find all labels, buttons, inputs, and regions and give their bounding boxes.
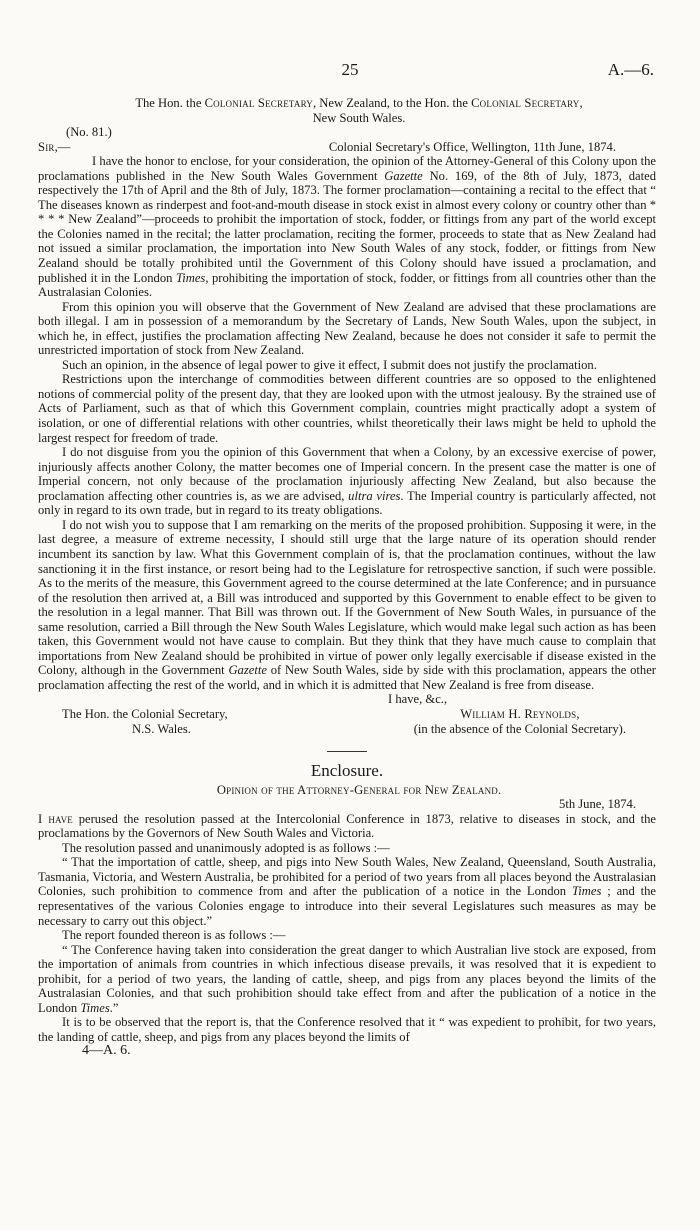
section-divider xyxy=(327,751,367,752)
letter-paragraph-1: I have the honor to enclose, for your consideration, the opinion of the Attorney-General of this Colony upon the proclamations published in the New South Wales Government Gazette No. 169, of the 8th of July, 1873, dated respectively the 17th of April and the 8th of July, 1873. The former proclamation—containing a recital to the effect that “ The diseases known as rinderpest and foot-and-mouth disease in stock exist in almost every colony or country other than * * * * New Zealand”—proceeds to prohibit the importation of stock, fodder, or fittings from any part of the world except the Colonies named in the recital; the latter proclamation, reciting the former, proceeds to state that as New Zealand had not issued a similar proclamation, the importation into New South Wales of any stock, fodder, or fittings from New Zealand should be totally prohibited until the Government of this Colony should have issued a proclamation, and published it in the London Times, prohibiting the importation of stock, fodder, or fittings from all countries other than the Australasian Colonies. xyxy=(38,154,656,300)
enclosure-paragraph-2: The resolution passed and unanimously adopted is as follows :— xyxy=(62,840,390,855)
letter-paragraph-6: I do not wish you to suppose that I am remarking on the merits of the proposed prohibition. Supposing it were, in the last degree, a measure of extreme necessity, I should still urge that the large nature of its operation should render incumbent its sanction by law. What this Government complain of is, that the proclamation continues, without the law sanctioning it in the first instance, or resort being had to the Legislature for retrospective sanction, if such were possible. As to the merits of the measure, this Government agreed to the course determined at the late Conference; and in pursuance of the resolution then arrived at, a Bill was introduced and supported by this Government to enable effect to be given to the resolution in a legal manner. That Bill was thrown out. If the Government of New South Wales, in pursuance of the same resolution, carried a Bill through the New South Wales Legislature, which would make legal such action as has been taken, this Government would not have cause to complain. But they think that they have much cause to complain that importations from New Zealand should be prohibited in virtue of power only legally exercisable if disease existed in the Colony, although in the Government Gazette of New South Wales, side by side with this proclamation, appears the other proclamation affecting the rest of the world, and in which it is admitted that New Zealand is free from disease. xyxy=(38,517,656,692)
letter-paragraph-4: Restrictions upon the interchange of commodities between different countries are so opposed to the enlightened notions of commercial polity of the present day, that they are looked upon with the utmost jealousy. By the strained use of Acts of Parliament, such as that of which this Government complain, countries might practically adopt a system of isolation, or one of differential relations with other countries, whilst theoretically their laws might be held to uphold the largest respect for freedom of trade. xyxy=(38,372,656,445)
salutation-row xyxy=(38,140,656,155)
signature-block xyxy=(38,707,656,736)
enclosure-paragraph-3: “ That the importation of cattle, sheep, and pigs into New South Wales, New Zealand, Queensland, South Australia, Tasmania, Victoria, and Western Australia, be prohibited for a period of two years from all places beyond the Australasian Colonies, such prohibition to commence from and after the publication of a notice in the London Times ; and the representatives of the various Colonies engage to introduce into their several Legislatures such measures as may be necessary to carry out this object.” xyxy=(38,855,657,928)
enclosure-date: 5th June, 1874. xyxy=(559,797,636,812)
letter-address-line-2: New South Wales. xyxy=(312,110,406,125)
letter-address-line-1: The Hon. the Colonial Secretary, New Zealand, to the Hon. the Colonial Secretary, xyxy=(135,96,583,110)
document-body xyxy=(38,96,656,1059)
signer-note: (in the absence of the Colonial Secretary). xyxy=(413,721,626,736)
letter-paragraph-2: From this opinion you will observe that the Government of New Zealand are advised that these proclamations are both illegal. I am in possession of a memorandum by the Secretary of Lands, New South Wales, upon the subject, in which he, in effect, justifies the proclamation affecting New Zealand, because he does not consider it safe to permit the unrestricted importation of stock from New Zealand. xyxy=(38,299,656,358)
page-number: 25 xyxy=(341,60,359,79)
signer-block xyxy=(414,707,656,736)
letter-closing: I have, &c., xyxy=(388,692,448,707)
place-and-date: Colonial Secretary's Office, Wellington, 11th June, 1874. xyxy=(328,139,616,154)
enclosure-subtitle: Opinion of the Attorney-General for New Zealand. xyxy=(216,782,502,797)
letter-paragraph-3: Such an opinion, in the absence of legal power to give it effect, I submit does not justify the proclamation. xyxy=(62,357,597,372)
signature-mark: 4—A. 6. xyxy=(82,1043,131,1059)
letter-paragraph-5: I do not disguise from you the opinion of this Government that when a Colony, by an excessive exercise of power, injuriously affects another Colony, the matter becomes one of Imperial concern. In the present case the matter is one of Imperial concern, not only because of the proclamation injuriously affecting New Zealand, but also because the proclamation affecting other countries is, as we are advised, ultra vires. The Imperial country is particularly affected, not only in regard to its own trade, but in regard to its treaty obligations. xyxy=(38,445,657,518)
letter-number: (No. 81.) xyxy=(66,125,112,140)
addressee-block xyxy=(38,707,228,736)
enclosure-title: Enclosure. xyxy=(310,761,384,781)
salutation: Sir,— xyxy=(38,139,71,154)
enclosure-paragraph-1: I have perused the resolution passed at the Intercolonial Conference in 1873, relative to diseases in stock, and the proclamations by the Governors of New South Wales and Victoria. xyxy=(38,811,656,841)
addressee-line-2: N.S. Wales. xyxy=(132,721,191,736)
enclosure-paragraph-5: “ The Conference having taken into consideration the great danger to which Australian live stock are exposed, from the importation of animals from countries in which infectious disease prevails, it was resolved that it is expedient to prohibit, for a period of two years, the landing of cattle, sheep, and pigs from any places beyond the limits of the Australasian Colonies, and that such prohibition should take effect from and after the publication of a notice in the London Times.” xyxy=(38,942,656,1015)
signer-name: William H. Reynolds, xyxy=(460,706,580,721)
document-reference: A.—6. xyxy=(607,60,654,79)
enclosure-paragraph-4: The report founded thereon is as follows :— xyxy=(62,928,286,943)
enclosure-paragraph-6: It is to be observed that the report is, that the Conference resolved that it “ was expedient to prohibit, for two years, the landing of cattle, sheep, and pigs from any places beyond the limits of xyxy=(38,1015,656,1044)
addressee-line-1: The Hon. the Colonial Secretary, xyxy=(62,706,228,721)
